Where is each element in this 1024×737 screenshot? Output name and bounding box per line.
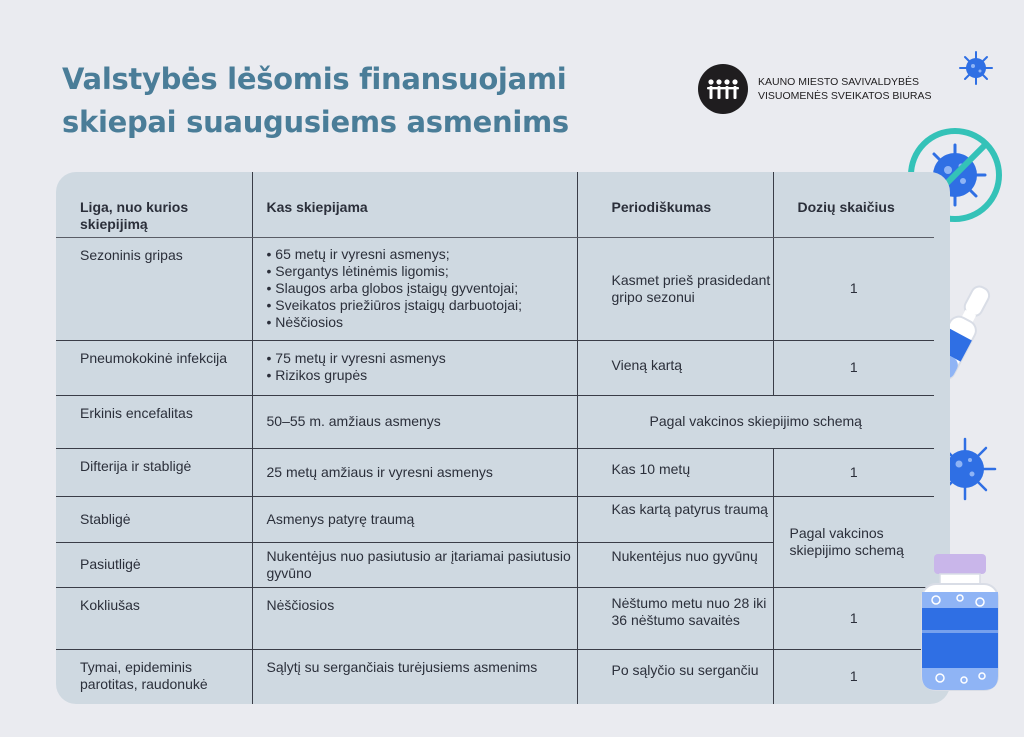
doses-cell: 1	[773, 587, 934, 649]
who-item: • Rizikos grupės	[267, 367, 577, 384]
who-cell: Nukentėjus nuo pasiutusio ar įtariamai pasiutusio gyvūno	[252, 542, 577, 587]
title-line-2: skiepai suaugusiems asmenims	[62, 105, 569, 139]
period-doses-merged-cell: Pagal vakcinos skiepijimo schemą	[577, 395, 934, 448]
who-cell: Nėščiosios	[252, 587, 577, 649]
who-cell	[252, 237, 577, 340]
virus-icon	[958, 50, 994, 86]
table-row	[56, 649, 934, 704]
doses-cell: 1	[773, 448, 934, 496]
disease-cell: Pneumokokinė infekcija	[56, 340, 252, 395]
who-item: • Nėščiosios	[267, 314, 577, 331]
table-row	[56, 340, 934, 395]
page-title	[62, 58, 569, 144]
disease-cell: Sezoninis gripas	[56, 237, 252, 340]
period-cell: Kasmet prieš prasidedant gripo sezonui	[577, 237, 773, 340]
table-row	[56, 395, 934, 448]
table-row	[56, 496, 934, 542]
header-doses: Dozių skaičius	[773, 172, 934, 237]
who-cell: Sąlytį su sergančiais turėjusiems asmenims	[252, 649, 577, 704]
period-cell: Po sąlyčio su sergančiu	[577, 649, 773, 704]
disease-cell: Stabligė	[56, 496, 252, 542]
logo-text-line-2: VISUOMENĖS SVEIKATOS BIURAS	[758, 90, 932, 102]
disease-cell: Pasiutligė	[56, 542, 252, 587]
who-cell: 25 metų amžiaus ir vyresni asmenys	[252, 448, 577, 496]
table-row	[56, 237, 934, 340]
header-who: Kas skiepijama	[252, 172, 577, 237]
period-cell: Kas kartą patyrus traumą	[577, 496, 773, 542]
who-item: • Sergantys lėtinėmis ligomis;	[267, 263, 577, 280]
who-cell	[252, 340, 577, 395]
vaccine-vial-icon	[920, 552, 1000, 692]
who-item: • 75 metų ir vyresni asmenys	[267, 350, 577, 367]
who-cell: 50–55 m. amžiaus asmenys	[252, 395, 577, 448]
vaccination-table-card	[56, 172, 950, 704]
who-item: • 65 metų ir vyresni asmenys;	[267, 246, 577, 263]
doses-cell: 1	[773, 340, 934, 395]
table-row	[56, 448, 934, 496]
who-cell: Asmenys patyrę traumą	[252, 496, 577, 542]
people-logo-icon	[698, 64, 748, 114]
period-cell: Vieną kartą	[577, 340, 773, 395]
title-line-1: Valstybės lėšomis finansuojami	[62, 62, 567, 96]
doses-cell: 1	[773, 237, 934, 340]
who-item: • Slaugos arba globos įstaigų gyventojai;	[267, 280, 577, 297]
logo-text-line-1: KAUNO MIESTO SAVIVALDYBĖS	[758, 76, 920, 88]
doses-merged-cell: Pagal vakcinos skiepijimo schemą	[773, 496, 934, 587]
header-period: Periodiškumas	[577, 172, 773, 237]
who-item: • Sveikatos priežiūros įstaigų darbuotojai;	[267, 297, 577, 314]
organization-logo	[698, 64, 932, 114]
period-cell: Nėštumo metu nuo 28 iki 36 nėštumo savaitės	[577, 587, 773, 649]
disease-cell: Tymai, epideminis parotitas, raudonukė	[80, 658, 208, 692]
period-cell: Kas 10 metų	[577, 448, 773, 496]
vaccination-table	[56, 172, 934, 704]
doses-cell: 1	[773, 649, 934, 704]
header-disease: Liga, nuo kurios skiepijimą	[56, 172, 252, 237]
table-row	[56, 587, 934, 649]
disease-cell: Kokliušas	[56, 587, 252, 649]
period-cell: Nukentėjus nuo gyvūnų	[577, 542, 773, 587]
disease-cell: Erkinis encefalitas	[56, 395, 252, 448]
disease-cell: Difterija ir stabligė	[56, 448, 252, 496]
